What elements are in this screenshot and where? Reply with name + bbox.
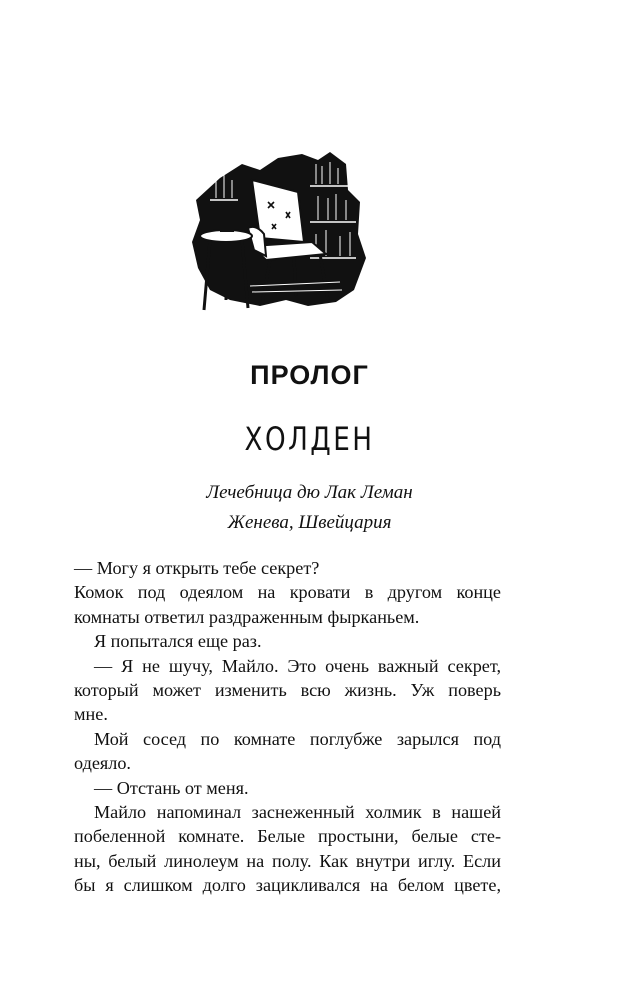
text-line: ны, белый линолеум на полу. Как внутри иглу. Если [74, 850, 501, 871]
text-line: Я попытался еще раз. [94, 631, 262, 652]
body-text [74, 556, 501, 897]
text-line: мне. [74, 704, 108, 725]
armchair-illustration [190, 150, 368, 322]
text-line: — Могу я открыть тебе секрет? [74, 558, 320, 578]
text-line: бы я слишком долго зацикливался на белом цвете, [74, 875, 501, 896]
location-line-1: Лечебница дю Лак Леман [206, 482, 413, 503]
text-line: Комок под одеялом на кровати в другом конце [74, 582, 501, 603]
location-line-2: Женева, Швейцария [227, 512, 392, 533]
text-line: Майло напоминал заснеженный холмик в нашей [94, 801, 501, 822]
text-line: комнаты ответил раздраженным фырканьем. [74, 606, 420, 627]
narrator-name: ХОЛДЕН [244, 420, 375, 458]
text-line: Мой сосед по комнате поглубже зарылся под [94, 728, 501, 749]
text-line: — Отстань от меня. [94, 777, 249, 798]
chapter-title: ПРОЛОГ [250, 360, 369, 390]
text-line: — Я не шучу, Майло. Это очень важный секрет, [94, 655, 501, 676]
text-line: побеленной комнате. Белые простыни, белые сте- [74, 826, 501, 847]
text-line: одеяло. [74, 753, 131, 774]
text-line: который может изменить всю жизнь. Уж поверь [74, 679, 501, 700]
